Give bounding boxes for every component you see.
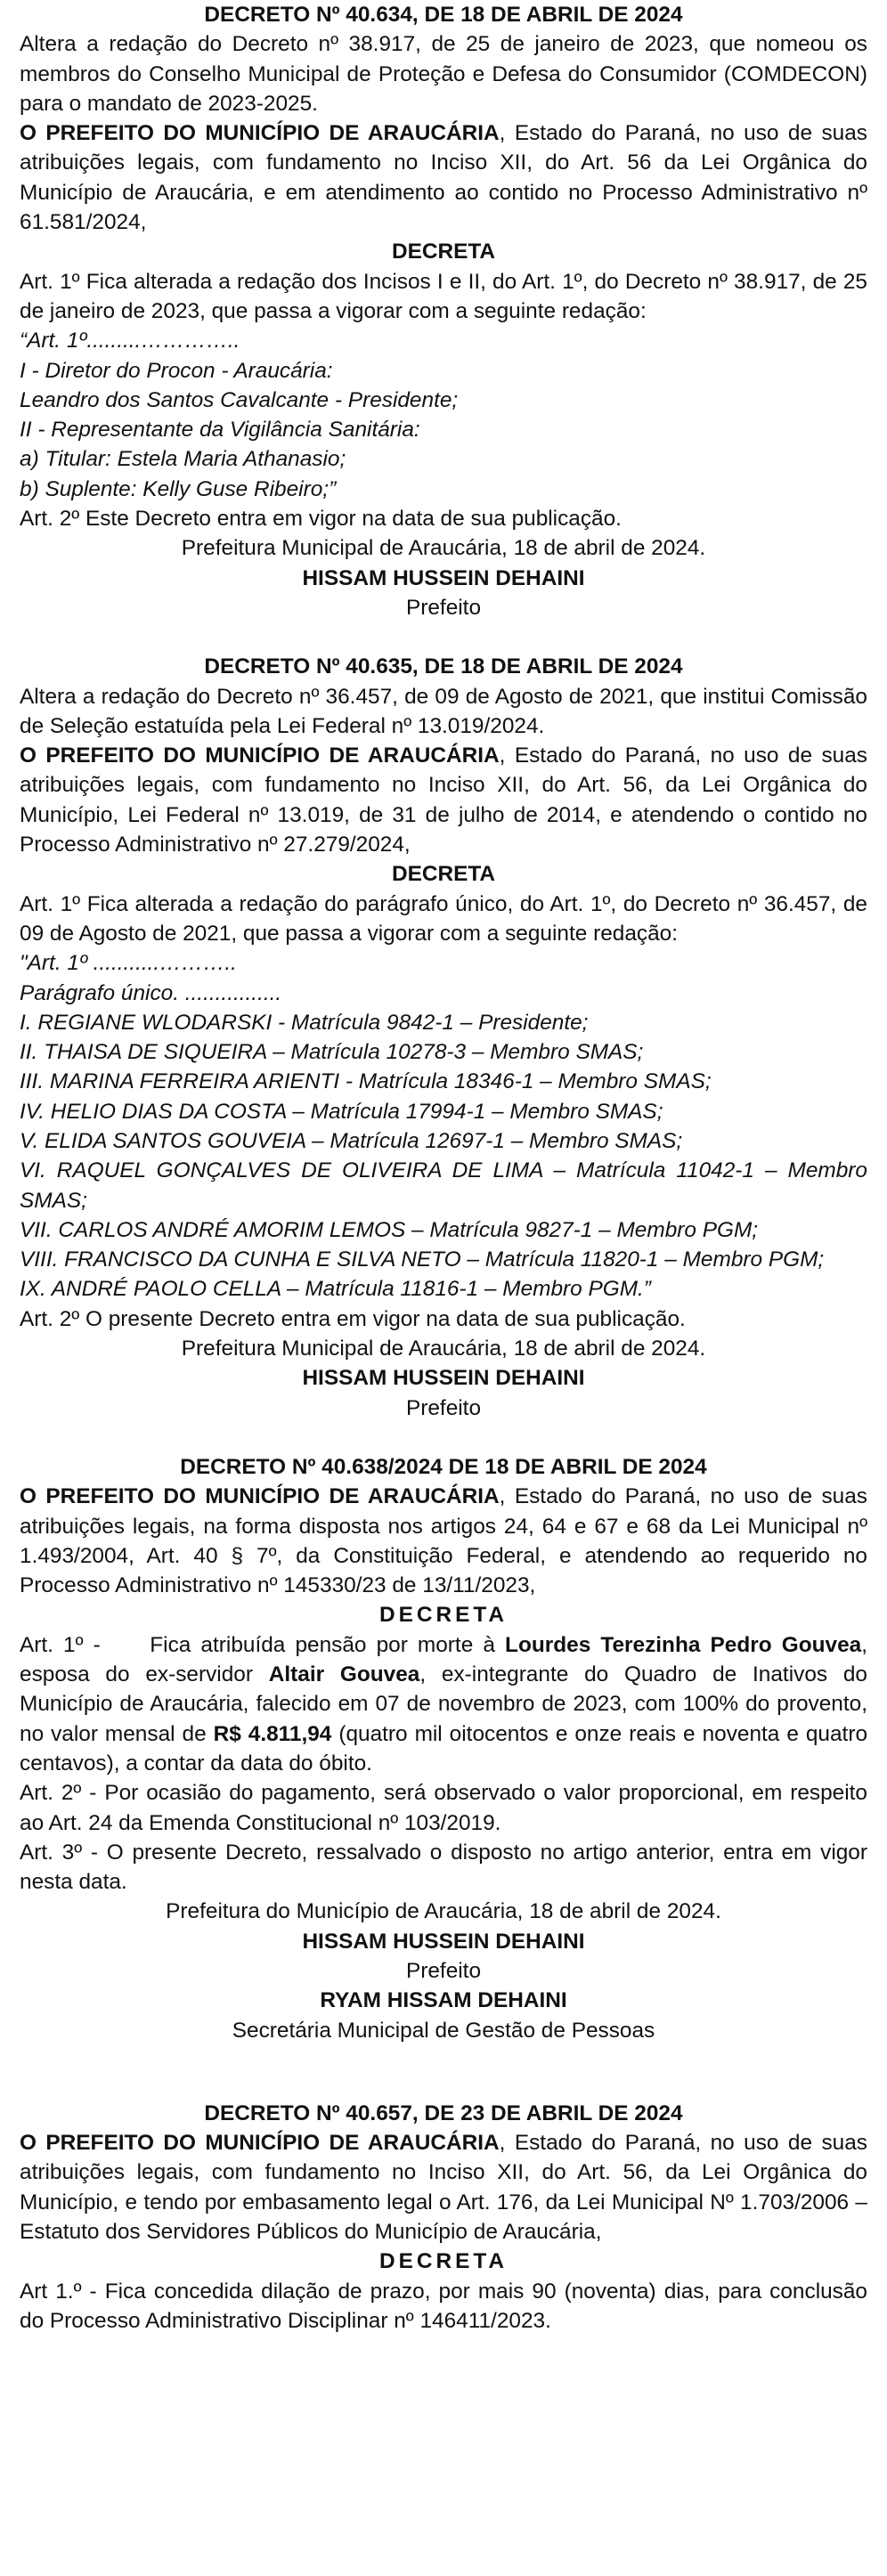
decree-title: DECRETO Nº 40.634, DE 18 DE ABRIL DE 2024 — [204, 3, 683, 27]
decree-preamble — [20, 118, 867, 237]
quote-line: Leandro dos Santos Cavalcante - Presidente; — [20, 387, 459, 412]
signer-name: HISSAM HUSSEIN DEHAINI — [302, 1366, 585, 1391]
quote-line: a) Titular: Estela Maria Athanasio; — [20, 447, 346, 472]
place-date: Prefeitura Municipal de Araucária, 18 de abril de 2024. — [181, 536, 706, 561]
quote-line: I. REGIANE WLODARSKI - Matrícula 9842-1 – Presidente; — [20, 1010, 589, 1035]
decreta-heading: DECRETA — [391, 862, 496, 887]
article-3: Art. 3º - O presente Decreto, ressalvado o disposto no artigo anterior, entra em vigor nesta data. — [20, 1840, 867, 1895]
preamble-text: , Estado do Paraná, no uso de suas atribuições legais, na forma disposta nos artigos 24, 64 e 67 e 68 da Lei Municipal nº 1.493/2004, Art. 40 § 7º, da Constituição Federal, e atendendo ao requerido no Processo Administrativo nº 145330/23 de 13/11/2023, — [20, 1484, 867, 1598]
article-1-text: , ex-integrante do Quadro de Inativos do Município de Araucária, falecido em 07 de novembro de 2023, com 100% do provento, no valor mensal de — [20, 1662, 867, 1746]
preamble-authority: O PREFEITO DO MUNICÍPIO DE ARAUCÁRIA — [20, 1484, 500, 1509]
quote-line: IX. ANDRÉ PAOLO CELLA – Matrícula 11816-1 – Membro PGM.” — [20, 1277, 651, 1302]
decreta-heading: DECRETA — [378, 2249, 509, 2274]
preamble-text: , Estado do Paraná, no uso de suas atribuições legais, com fundamento no Inciso XII, do Art. 56 da Lei Orgânica do Município de Araucária, e em atendimento ao contido no Processo Administrativo nº 61.581/2024, — [20, 121, 867, 235]
preamble-text: , Estado do Paraná, no uso de suas atribuições legais, com fundamento no Inciso XII, do Art. 56, da Lei Orgânica do Município, Lei Federal nº 13.019, de 31 de julho de 2014, e atendendo o contido no Processo Administrativo nº 27.279/2024, — [20, 744, 867, 857]
decree-40635 — [20, 652, 867, 1423]
article-1-text: (quatro mil oitocentos e onze reais e noventa e quatro centavos), a contar da data do óbito. — [20, 1721, 868, 1776]
preamble-text: , Estado do Paraná, no uso de suas atribuições legais, com fundamento no Inciso XII, do Art. 56, da Lei Orgânica do Município, e tendo por embasamento legal o Art. 176, da Lei Municipal Nº 1.703/2006 – Estatuto dos Servidores Públicos do Município de Araucária, — [20, 2131, 867, 2245]
article-2: Art. 2º Este Decreto entra em vigor na data de sua publicação. — [20, 507, 622, 532]
decree-title: DECRETO Nº 40.638/2024 DE 18 DE ABRIL DE 2024 — [180, 1454, 707, 1479]
pension-value: R$ 4.811,94 — [213, 1721, 332, 1746]
quote-line: VIII. FRANCISCO DA CUNHA E SILVA NETO – Matrícula 11820-1 – Membro PGM; — [20, 1247, 825, 1272]
quote-line: II - Representante da Vigilância Sanitária: — [20, 418, 420, 443]
decreta-heading: DECRETA — [378, 1603, 509, 1628]
decree-40634 — [20, 0, 867, 622]
article-1-text: Art. 1º - Fica atribuída pensão por morte à — [20, 1632, 506, 1657]
decreta-heading: DECRETA — [391, 240, 496, 264]
quote-line: Parágrafo único. ................ — [20, 980, 282, 1005]
decree-title: DECRETO Nº 40.635, DE 18 DE ABRIL DE 2024 — [204, 654, 683, 679]
quote-line: "Art. 1º ...........……….. — [20, 951, 237, 976]
signer-role: Prefeito — [405, 595, 482, 620]
decree-title: DECRETO Nº 40.657, DE 23 DE ABRIL DE 2024 — [204, 2101, 683, 2125]
decree-preamble — [20, 1482, 867, 1600]
second-signer-name: RYAM HISSAM DEHAINI — [320, 1988, 567, 2013]
article-1: Art 1.º - Fica concedida dilação de prazo, por mais 90 (noventa) dias, para conclusão do Processo Administrativo Disciplinar nº 146411/2023. — [20, 2279, 867, 2333]
preamble-authority: O PREFEITO DO MUNICÍPIO DE ARAUCÁRIA — [20, 2131, 500, 2156]
preamble-authority: O PREFEITO DO MUNICÍPIO DE ARAUCÁRIA — [20, 121, 500, 146]
place-date: Prefeitura Municipal de Araucária, 18 de abril de 2024. — [181, 1337, 706, 1361]
quote-line: II. THAISA DE SIQUEIRA – Matrícula 10278-3 – Membro SMAS; — [20, 1040, 644, 1065]
quote-line: VI. RAQUEL GONÇALVES DE OLIVEIRA DE LIMA – Matrícula 11042-1 – Membro SMAS; — [20, 1158, 867, 1213]
decree-40657 — [20, 2099, 867, 2336]
decree-40638 — [20, 1452, 867, 2045]
signer-role: Prefeito — [405, 1959, 482, 1983]
quote-line: V. ELIDA SANTOS GOUVEIA – Matrícula 12697-1 – Membro SMAS; — [20, 1128, 683, 1153]
article-1-text: , esposa do ex-servidor — [20, 1632, 867, 1687]
quote-line: “Art. 1º.........………….. — [20, 329, 240, 353]
second-signer-role: Secretária Municipal de Gestão de Pessoas — [232, 2018, 655, 2043]
decree-summary: Altera a redação do Decreto nº 38.917, de 25 de janeiro de 2023, que nomeou os membros do Conselho Municipal de Proteção e Defesa do Consumidor (COMDECON) para o mandato de 2023-2025. — [20, 32, 867, 116]
beneficiary-name: Lourdes Terezinha Pedro Gouvea — [505, 1632, 862, 1657]
signer-name: HISSAM HUSSEIN DEHAINI — [302, 1929, 585, 1954]
decree-summary: Altera a redação do Decreto nº 36.457, de 09 de Agosto de 2021, que institui Comissão de Seleção estatuída pela Lei Federal nº 13.019/2024. — [20, 684, 867, 738]
article-2: Art. 2º O presente Decreto entra em vigor na data de sua publicação. — [20, 1306, 686, 1331]
place-date: Prefeitura do Município de Araucária, 18 de abril de 2024. — [166, 1899, 721, 1924]
signer-name: HISSAM HUSSEIN DEHAINI — [302, 565, 585, 590]
quote-line: I - Diretor do Procon - Araucária: — [20, 358, 333, 383]
former-servant-name: Altair Gouvea — [268, 1662, 420, 1687]
article-1: Art. 1º Fica alterada a redação dos Incisos I e II, do Art. 1º, do Decreto nº 38.917, de 25 de janeiro de 2023, que passa a vigorar com a seguinte redação: — [20, 269, 867, 323]
article-1 — [20, 1630, 867, 1778]
article-1: Art. 1º Fica alterada a redação do parágrafo único, do Art. 1º, do Decreto nº 36.457, de 09 de Agosto de 2021, que passa a vigorar com a seguinte redação: — [20, 891, 867, 946]
signer-role: Prefeito — [405, 1395, 482, 1420]
quote-line: III. MARINA FERREIRA ARIENTI - Matrícula 18346-1 – Membro SMAS; — [20, 1069, 712, 1094]
preamble-authority: O PREFEITO DO MUNICÍPIO DE ARAUCÁRIA — [20, 744, 500, 768]
decree-preamble — [20, 2128, 867, 2247]
quote-line: b) Suplente: Kelly Guse Ribeiro;” — [20, 476, 337, 501]
quote-line: IV. HELIO DIAS DA COSTA – Matrícula 17994-1 – Membro SMAS; — [20, 1099, 663, 1124]
article-2: Art. 2º - Por ocasião do pagamento, será observado o valor proporcional, em respeito ao Art. 24 da Emenda Constitucional nº 103/2019. — [20, 1781, 867, 1835]
decree-preamble — [20, 741, 867, 859]
quote-line: VII. CARLOS ANDRÉ AMORIM LEMOS – Matrícula 9827-1 – Membro PGM; — [20, 1217, 759, 1242]
